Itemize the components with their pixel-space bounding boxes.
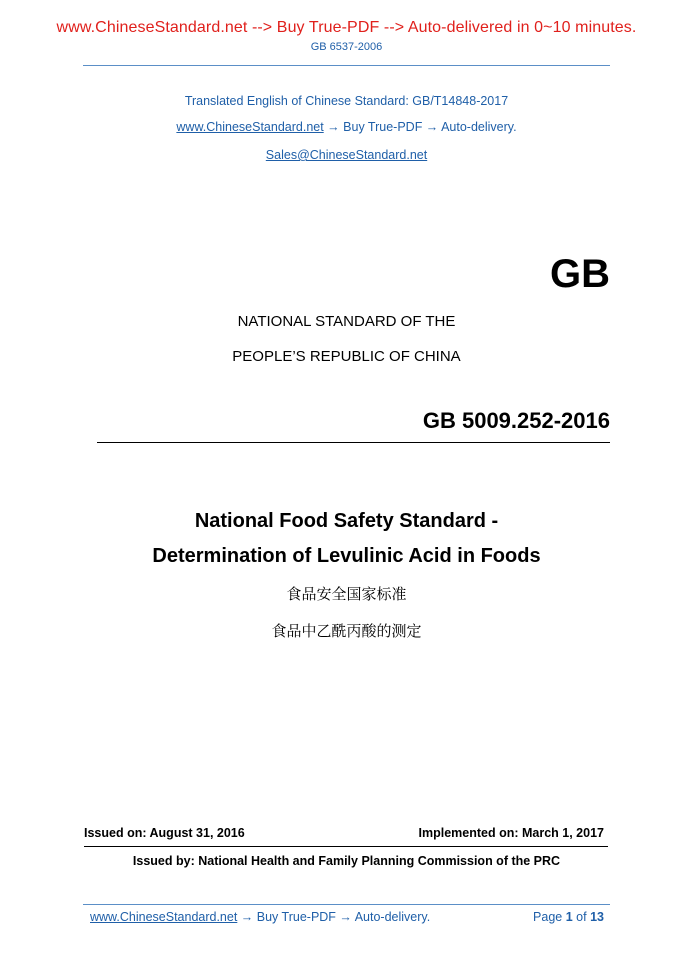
website-link[interactable]: www.ChineseStandard.net [176, 120, 324, 134]
translated-notice: Translated English of Chinese Standard: GB/T14848-2017 [184, 94, 509, 108]
website-line [0, 120, 693, 134]
issued-by: Issued by: National Health and Family Planning Commission of the PRC [132, 854, 561, 868]
page-of: of [576, 910, 587, 924]
website-line-rest: → Buy True-PDF → Auto-delivery. [323, 120, 517, 134]
header-divider [83, 65, 610, 66]
top-banner[interactable]: www.ChineseStandard.net --> Buy True-PDF --> Auto-delivered in 0~10 minutes. [56, 19, 637, 36]
national-standard-line-1: NATIONAL STANDARD OF THE [237, 313, 456, 330]
implemented-on-date: Implemented on: March 1, 2017 [418, 826, 604, 840]
sales-email-link[interactable]: Sales@ChineseStandard.net [265, 148, 428, 162]
sales-line [0, 148, 693, 162]
national-standard-line-2: PEOPLE’S REPUBLIC OF CHINA [232, 348, 461, 365]
header-standard-code: GB 6537-2006 [310, 41, 383, 53]
issue-divider [84, 846, 608, 847]
page-indicator [470, 910, 604, 924]
document-title-line-2: Determination of Levulinic Acid in Foods [152, 545, 541, 567]
issued-on-date: Issued on: August 31, 2016 [84, 826, 245, 840]
document-title-line-1: National Food Safety Standard - [194, 510, 499, 532]
page-current: 1 [565, 910, 573, 924]
footer-divider [83, 904, 610, 905]
footer-website-line [90, 910, 430, 924]
gb-logo: GB [550, 252, 610, 296]
chinese-title-line-1: 食品安全国家标准 [286, 585, 407, 603]
page-total: 13 [590, 910, 604, 924]
standard-number: GB 5009.252-2016 [422, 408, 610, 433]
footer-website-link[interactable]: www.ChineseStandard.net [90, 910, 238, 924]
footer-website-rest: → Buy True-PDF → Auto-delivery. [237, 910, 431, 924]
page-label: Page [533, 910, 563, 924]
chinese-title-line-2: 食品中乙酰丙酸的测定 [271, 622, 422, 640]
standard-number-divider [97, 442, 610, 443]
